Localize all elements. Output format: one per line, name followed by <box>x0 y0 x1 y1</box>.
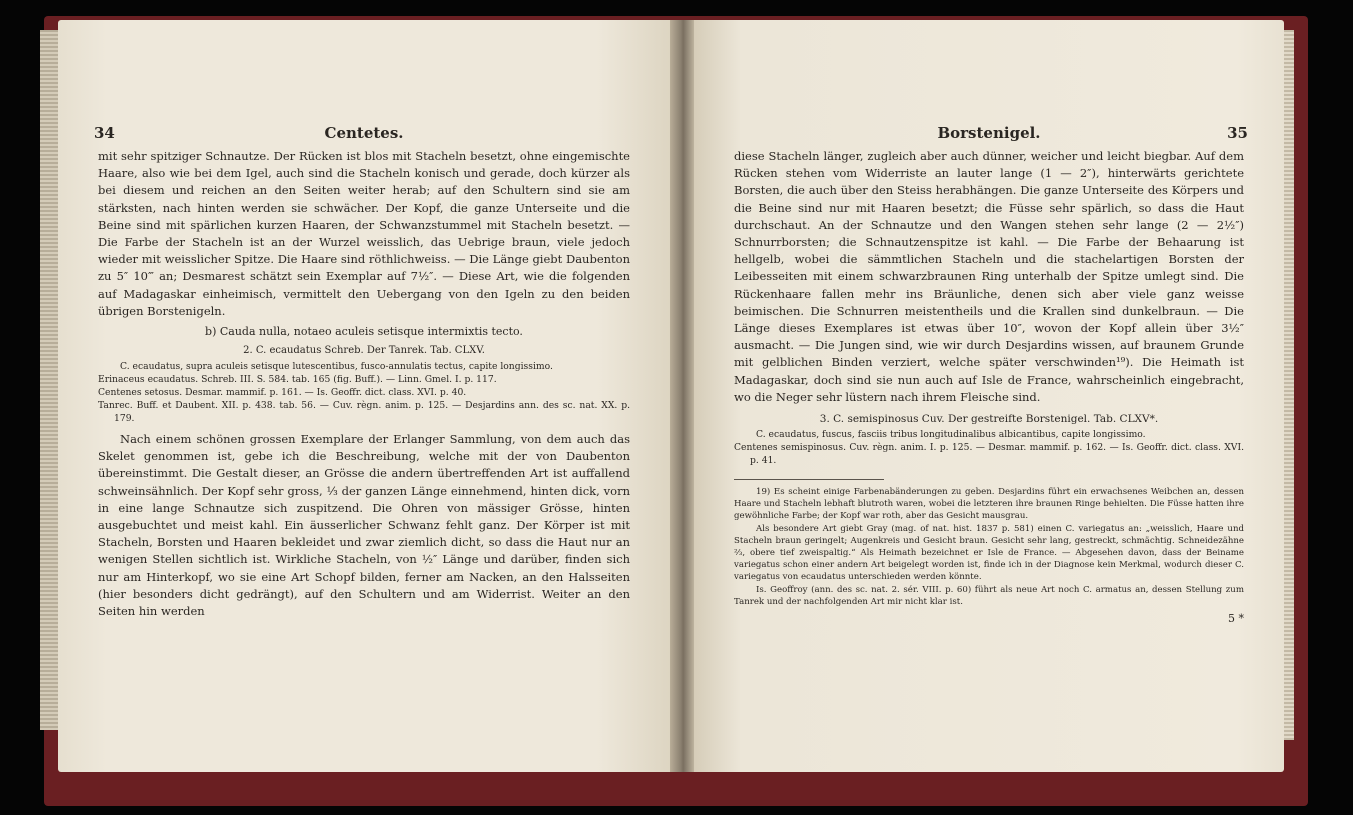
book-gutter <box>670 20 694 772</box>
footnote: Als besondere Art giebt Gray (mag. of nat. hist. 1837 p. 581) einen C. variegatus an: „weisslich, Haare und Stacheln braun geringelt; Augenkreis und Gesicht braun. Gesicht sehr lang, gestreckt, schmächtig. Schneidezähne ⅔, obere tief zweispaltig.“ Als Heimath bezeichnet er Isle de France. — Abgesehen davon, dass der Beiname variegatus schon einer andern Art beigelegt worden ist, finde ich in der Diagnose kein Merkmal, wodurch dieser C. variegatus von ecaudatus unterschieden werden könnte. <box>734 523 1244 583</box>
running-title: Borstenigel. <box>937 124 1041 142</box>
species-diagnosis: C. ecaudatus, supra aculeis setisque lutescentibus, fusco-annulatis tectus, capite longissimo. <box>120 361 553 373</box>
footnote: Is. Geoffroy (ann. des sc. nat. 2. sér. VIII. p. 60) führt als neue Art noch C. armatus an, dessen Stellung zum Tanrek und der nachfolgenden Art mir nicht klar ist. <box>734 584 1244 607</box>
right-page-header <box>734 124 1248 144</box>
running-title: Centetes. <box>324 124 404 142</box>
left-page-body <box>98 148 630 620</box>
page-number: 35 <box>1227 124 1248 142</box>
body-paragraph: Nach einem schönen grossen Exemplare der Erlanger Sammlung, von dem auch das Skelet genommen ist, gebe ich die Beschreibung, welche mit der von Daubenton übereinstimmt. Die Gestalt dieser, an Grösse die andern übertreffenden Art ist auffallend schweinsähnlich. Der Kopf sehr gross, ⅓ der ganzen Länge einnehmend, hinten dick, vorn in eine lange Schnautze sich zuspitzend. Die Ohren von mässiger Grösse, hinten ausgebuchtet und meist kahl. Ein äusserlicher Schwanz fehlt ganz. Der Körper ist mit Stacheln, Borsten und Haaren bekleidet und zwar ziemlich dicht, so dass die Haut nur an wenigen Stellen sichtlich ist. Wirkliche Stacheln, von ½″ Länge und darüber, finden sich nur am Hinterkopf, wo sie eine Art Schopf bilden, ferner am Nacken, an den Halsseiten (hier besonders dicht gedrängt), auf den Schultern und am Widerrist. Weiter an den Seiten hin werden <box>98 432 630 619</box>
signature-mark: 5 * <box>1228 612 1244 626</box>
species-heading: 2. C. ecaudatus Schreb. Der Tanrek. Tab. CLXV. <box>243 345 485 357</box>
left-page-header <box>94 124 630 144</box>
synonym-entry: Erinaceus ecaudatus. Schreb. III. S. 584. tab. 165 (fig. Buff.). — Linn. Gmel. I. p. 117. <box>98 374 497 386</box>
body-paragraph: mit sehr spitziger Schnautze. Der Rücken ist blos mit Stacheln besetzt, ohne eingemischte Haare, also wie bei dem Igel, auch sind die Stacheln konisch und gerade, doch kürzer als bei diesem und reichen an den Seiten weiter herab; auf den Schultern sind sie am stärksten, nach hinten werden sie schwächer. Der Kopf, die ganze Unterseite und die Beine sind mit spärlichen kurzen Haaren, der Schwanzstummel mit Stacheln besetzt. — Die Farbe der Stacheln ist an der Wurzel weisslich, das Uebrige braun, viele jedoch wieder mit weisslicher Spitze. Die Haare sind röthlichweiss. — Die Länge giebt Daubenton zu 5″ 10‴ an; Desmarest schätzt sein Exemplar auf 7½″. — Diese Art, wie die folgenden auf Madagaskar einheimisch, vermittelt den Uebergang von den Igeln zu den beiden übrigen Borstenigeln. <box>98 149 630 318</box>
page-edges-right <box>1284 30 1294 740</box>
footnote-rule <box>734 479 884 480</box>
section-subheading: b) Cauda nulla, notaeo aculeis setisque intermixtis tecto. <box>205 325 523 339</box>
page-edges-left <box>40 30 60 730</box>
body-paragraph: diese Stacheln länger, zugleich aber auch dünner, weicher und leicht biegbar. Auf dem Rücken stehen vom Widerriste an lauter lange (1 — 2″), hinterwärts gerichtete Borsten, die auch über den Steiss herabhängen. Die ganze Unterseite des Körpers und die Beine sind nur mit Haaren besetzt; die Füsse sehr spärlich, so dass die Haut durchschaut. An der Schnautze und den Wangen stehen sehr lange (2 — 2½″) Schnurrborsten; die Schnautzenspitze ist kahl. — Die Farbe der Behaarung ist hellgelb, wobei die sämmtlichen Stacheln und die stachelartigen Borsten der Leibesseiten mit einem schwarzbraunen Ring unterhalb der Spitze umlegt sind. Die Rückenhaare fallen mehr ins Bräunliche, denen sich aber viele ganz weisse beimischen. Die Schnurren meistentheils und die Krallen sind dunkelbraun. — Die Länge dieses Exemplares ist etwas über 10″, wovon der Kopf allein über 3½″ ausmacht. — Die Jungen sind, wie wir durch Desjardins wissen, auf braunem Grunde mit gelblichen Binden verziert, welche später verschwinden¹⁹). Die Heimath ist Madagaskar, doch sind sie nun auch auf Isle de France, wahrscheinlich eingebracht, wo die Neger sehr lüstern nach ihrem Fleische sind. <box>734 149 1244 404</box>
page-number: 34 <box>94 124 115 142</box>
synonym-entry: Tanrec. Buff. et Daubent. XII. p. 438. tab. 56. — Cuv. règn. anim. p. 125. — Desjardins ann. des sc. nat. XX. p. 179. <box>98 400 630 425</box>
synonym-entry: Centenes setosus. Desmar. mammif. p. 161. — Is. Geoffr. dict. class. XVI. p. 40. <box>98 387 467 399</box>
left-page <box>58 20 670 772</box>
species-diagnosis: C. ecaudatus, fuscus, fasciis tribus longitudinalibus albicantibus, capite longissimo. <box>756 429 1146 441</box>
right-page-body <box>734 148 1244 636</box>
species-heading: 3. C. semispinosus Cuv. Der gestreifte Borstenigel. Tab. CLXV*. <box>819 413 1159 426</box>
footnote: 19) Es scheint einige Farbenabänderungen zu geben. Desjardins führt ein erwachsenes Weibchen an, dessen Haare und Stacheln lebhaft blutroth waren, wobei die letzteren ihre braunen Ringe behielten. Die Füsse hatten ihre gewöhnliche Farbe; der Kopf war roth, aber das Gesicht mausgrau. <box>734 487 1244 522</box>
right-page <box>694 20 1284 772</box>
synonym-entry: Centenes semispinosus. Cuv. règn. anim. I. p. 125. — Desmar. mammif. p. 162. — Is. Geoffr. dict. class. XVI. p. 41. <box>734 442 1244 467</box>
